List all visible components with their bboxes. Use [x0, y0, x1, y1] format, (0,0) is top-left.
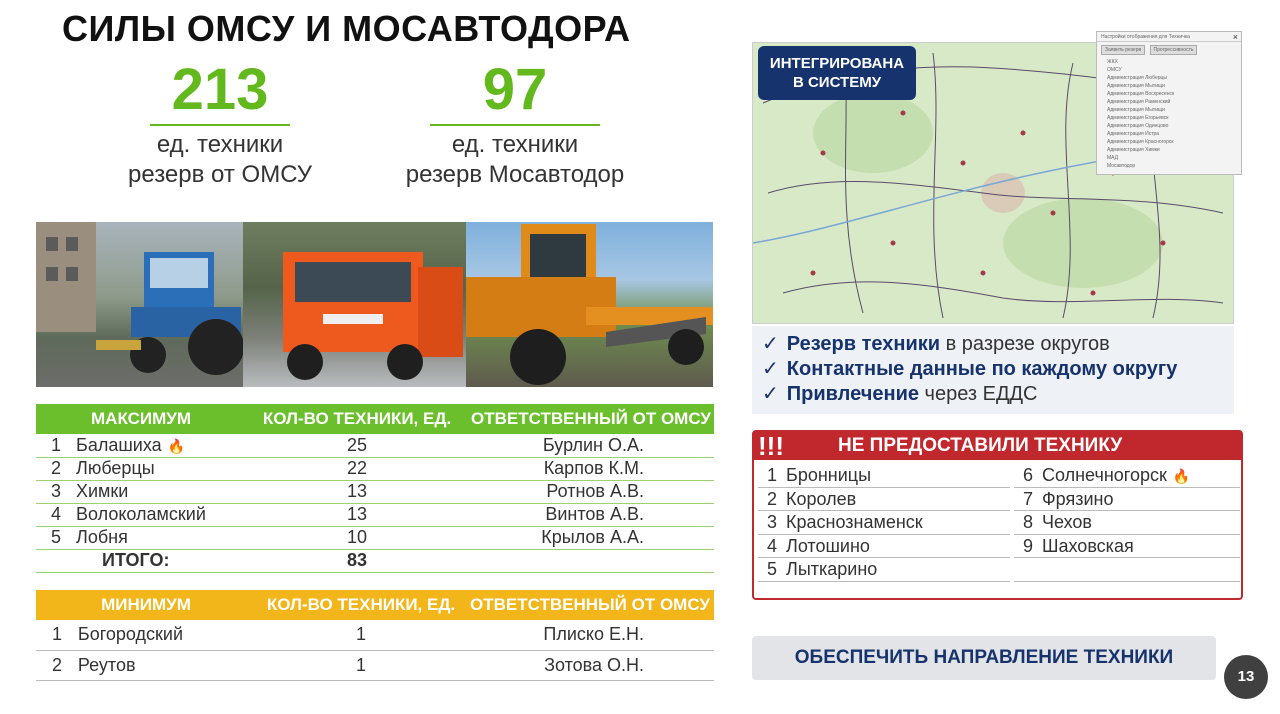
row-responsible: Зотова О.Н. — [466, 650, 714, 680]
stat-omsu-value: 213 — [171, 57, 269, 122]
total-value: 83 — [246, 549, 468, 572]
map-panel-tab[interactable]: Заявить резерв — [1101, 45, 1145, 55]
item-number: 1 — [766, 465, 777, 485]
feature-bold: Контактные данные по каждому округу — [786, 358, 1178, 380]
feature-item — [762, 332, 1234, 357]
row-responsible: Плиско Е.Н. — [466, 620, 714, 650]
list-item — [1014, 535, 1240, 559]
item-name: Лыткарино — [786, 559, 878, 579]
row-index: 5 — [36, 526, 76, 549]
row-name: Лобня — [76, 526, 246, 549]
layer-item[interactable]: Администрация Химки — [1107, 147, 1160, 153]
max-header-count: КОЛ-ВО ТЕХНИКИ, ЕД. — [246, 404, 468, 434]
row-count: 13 — [246, 503, 468, 526]
map-marker — [1161, 241, 1166, 246]
min-header-responsible: ОТВЕТСТВЕННЫЙ ОТ ОМСУ — [466, 590, 714, 620]
check-icon: ✓ — [762, 383, 779, 405]
row-name: Реутов — [78, 650, 256, 680]
layer-item[interactable]: Администрация Мытищи — [1107, 83, 1165, 89]
row-responsible: Бурлин О.А. — [468, 434, 714, 457]
max-header-label: МАКСИМУМ — [36, 404, 246, 434]
row-name: Люберцы — [76, 457, 246, 480]
window-shape — [46, 267, 58, 281]
map-marker — [811, 271, 816, 276]
badge-line2: В СИСТЕМУ — [792, 74, 882, 91]
map-marker — [821, 151, 826, 156]
truck-plate — [323, 314, 383, 324]
row-index: 4 — [36, 503, 76, 526]
table-row — [36, 650, 714, 680]
max-header-responsible: ОТВЕТСТВЕННЫЙ ОТ ОМСУ — [468, 404, 714, 434]
row-responsible: Ротнов А.В. — [468, 480, 714, 503]
row-count: 1 — [256, 650, 466, 680]
check-icon: ✓ — [762, 333, 779, 355]
map-forest — [1003, 198, 1163, 288]
item-number: 4 — [766, 535, 777, 556]
total-row — [36, 549, 714, 572]
stat-mosavtodor — [380, 58, 650, 190]
grader-wheel — [668, 329, 704, 365]
layer-item[interactable]: Администрация Воскресенск — [1107, 91, 1175, 97]
min-table — [36, 590, 714, 681]
list-item — [1014, 464, 1240, 488]
close-icon[interactable]: × — [1232, 32, 1238, 42]
window-shape — [46, 237, 58, 251]
truck-tank — [418, 267, 463, 357]
check-icon: ✓ — [762, 358, 779, 380]
row-name: Волоколамский — [76, 503, 246, 526]
list-item — [1014, 488, 1240, 512]
map-marker — [981, 271, 986, 276]
list-item — [758, 511, 1010, 535]
layer-item[interactable]: ЖКХ — [1107, 59, 1118, 65]
table-row — [36, 503, 714, 526]
stat-divider — [430, 124, 600, 126]
map-marker — [1051, 211, 1056, 216]
table-row — [36, 526, 714, 549]
feature-bold: Привлечение — [786, 383, 919, 405]
map-marker — [891, 241, 896, 246]
min-table-header — [36, 590, 714, 620]
row-index: 1 — [36, 620, 78, 650]
map-marker — [901, 111, 906, 116]
table-row — [36, 480, 714, 503]
item-name: Лотошино — [786, 535, 870, 556]
not-provided-col2 — [1014, 464, 1240, 582]
item-number: 2 — [766, 488, 777, 509]
map-panel-title: Настройки отображения для Техничка — [1097, 32, 1241, 42]
not-provided-col1 — [758, 464, 1010, 582]
row-count: 10 — [246, 526, 468, 549]
map-layer-panel[interactable] — [1096, 31, 1242, 175]
item-number: 7 — [1022, 488, 1033, 509]
truck-illustration — [243, 222, 466, 387]
row-name: Богородский — [78, 620, 256, 650]
window-shape — [66, 267, 78, 281]
map-marker — [1021, 131, 1026, 136]
map-marker — [1091, 291, 1096, 296]
item-number: 8 — [1022, 512, 1033, 532]
item-name: Краснознаменск — [786, 512, 923, 532]
item-name: Бронницы — [786, 465, 872, 485]
layer-item[interactable]: Администрация Егорьевск — [1107, 115, 1169, 121]
grader-illustration — [466, 222, 713, 387]
fire-icon: 🔥 — [167, 437, 186, 454]
row-responsible: Карпов К.М. — [468, 457, 714, 480]
list-item — [758, 488, 1010, 512]
stat-mosavtodor-line1: ед. техники — [451, 131, 579, 158]
list-item — [758, 464, 1010, 488]
feature-rest: в разрезе округов — [940, 333, 1110, 355]
layer-item[interactable]: Администрация Истра — [1107, 131, 1160, 137]
stat-divider — [150, 124, 290, 126]
item-name: Королев — [786, 488, 857, 509]
row-responsible: Винтов А.В. — [468, 503, 714, 526]
feature-item — [762, 382, 1234, 407]
feature-bold: Резерв техники — [786, 333, 941, 355]
map-panel-tab[interactable]: Прогрессивность — [1150, 45, 1198, 55]
fire-icon: 🔥 — [1172, 468, 1191, 484]
layer-item[interactable]: ОМСУ — [1107, 67, 1122, 73]
item-name: Чехов — [1042, 512, 1092, 532]
page-title: СИЛЫ ОМСУ И МОСАВТОДОРА — [62, 8, 631, 49]
stat-mosavtodor-line2: резерв Мосавтодор — [405, 161, 625, 188]
list-item-empty — [1014, 558, 1240, 582]
row-index: 2 — [36, 457, 76, 480]
not-provided-box — [752, 430, 1243, 600]
map-panel-tabs — [1097, 42, 1241, 58]
stat-omsu-line2: резерв от ОМСУ — [128, 161, 312, 188]
row-name-cell — [76, 434, 246, 457]
tractor-window — [150, 258, 208, 288]
item-number: 5 — [766, 559, 777, 579]
total-empty — [468, 549, 714, 572]
not-provided-title: НЕ ПРЕДОСТАВИЛИ ТЕХНИКУ — [838, 435, 1123, 456]
layer-item[interactable]: Администрация Мытищи — [1107, 107, 1165, 113]
row-responsible: Крылов А.А. — [468, 526, 714, 549]
tractor-illustration — [36, 222, 243, 387]
row-index: 2 — [36, 650, 78, 680]
max-table — [36, 404, 714, 573]
row-count: 1 — [256, 620, 466, 650]
min-header-label: МИНИМУМ — [36, 590, 256, 620]
not-provided-header — [754, 432, 1241, 460]
row-index: 3 — [36, 480, 76, 503]
alert-icon: !!! — [758, 431, 784, 461]
item-name: Фрязино — [1042, 488, 1114, 509]
layer-item[interactable]: Администрация Раменский — [1107, 99, 1171, 105]
window-shape — [66, 237, 78, 251]
truck-windshield — [295, 262, 411, 302]
row-name: Химки — [76, 480, 246, 503]
feature-item — [762, 357, 1234, 382]
kamaz-truck-photo — [243, 222, 466, 387]
row-count: 25 — [246, 434, 468, 457]
badge-line1: ИНТЕГРИРОВАНА — [769, 55, 905, 72]
map-city — [981, 173, 1025, 213]
brush-attachment — [96, 340, 141, 350]
table-row — [36, 434, 714, 457]
list-item — [1014, 511, 1240, 535]
layer-item[interactable]: Мосавтодор — [1107, 163, 1136, 169]
table-row — [36, 620, 714, 650]
layer-item[interactable]: Администрация Люберцы — [1107, 75, 1167, 81]
truck-wheel — [387, 344, 423, 380]
item-number: 6 — [1022, 465, 1033, 485]
row-index: 1 — [36, 434, 76, 457]
page-number: 13 — [1224, 655, 1268, 699]
ensure-equipment-button[interactable]: ОБЕСПЕЧИТЬ НАПРАВЛЕНИЕ ТЕХНИКИ — [752, 636, 1216, 680]
stat-mosavtodor-value: 97 — [482, 57, 548, 122]
item-name: Шаховская — [1042, 535, 1134, 556]
item-number: 3 — [766, 512, 777, 532]
max-table-header — [36, 404, 714, 434]
row-count: 13 — [246, 480, 468, 503]
truck-wheel — [287, 344, 323, 380]
layer-item[interactable]: Администрация Одинцово — [1107, 123, 1169, 129]
map-forest — [813, 93, 933, 173]
stat-omsu-line1: ед. техники — [156, 131, 284, 158]
tractor-wheel — [188, 319, 243, 375]
feature-rest: через ЕДДС — [918, 383, 1038, 405]
features-list — [752, 326, 1234, 414]
list-item — [758, 558, 1010, 582]
map-marker — [961, 161, 966, 166]
item-name: Солнечногорск — [1042, 465, 1167, 485]
total-label: ИТОГО: — [36, 549, 246, 572]
list-item — [758, 535, 1010, 559]
layer-item[interactable]: МАД — [1107, 155, 1119, 161]
stat-omsu — [100, 58, 340, 190]
layer-item[interactable]: Администрация Красногорск — [1107, 139, 1174, 145]
grader-photo — [466, 222, 713, 387]
integration-badge — [758, 46, 916, 100]
row-name: Балашиха — [76, 434, 162, 455]
equipment-photos — [36, 222, 713, 387]
row-count: 22 — [246, 457, 468, 480]
min-header-count: КОЛ-ВО ТЕХНИКИ, ЕД. — [256, 590, 466, 620]
table-row — [36, 457, 714, 480]
item-number: 9 — [1022, 535, 1033, 556]
grader-wheel — [510, 329, 566, 385]
tractor-photo — [36, 222, 243, 387]
